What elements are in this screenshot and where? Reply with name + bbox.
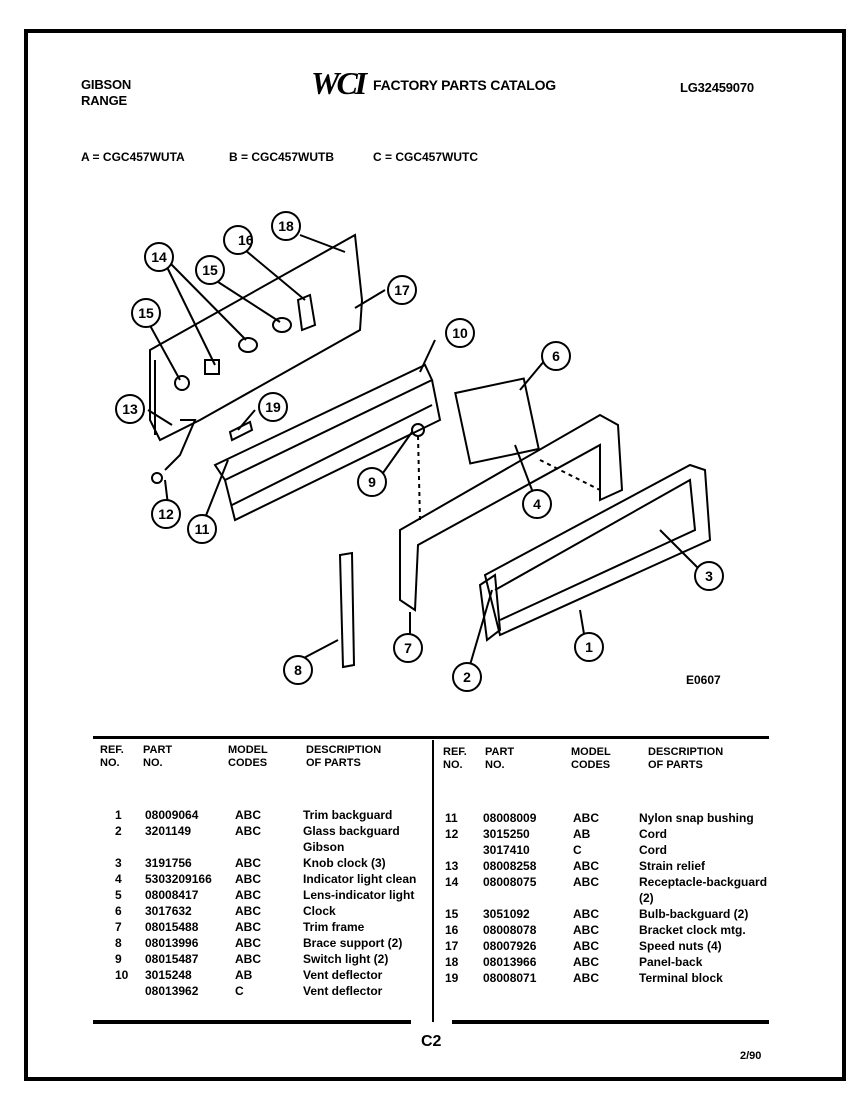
model-code-cell: ABC — [235, 920, 261, 934]
ref-cell: 13 — [445, 859, 459, 873]
description-cell: Speed nuts (4) — [639, 939, 722, 953]
callout-4: 4 — [533, 496, 541, 512]
model-a: A = CGC457WUTA — [81, 150, 185, 164]
header-part-right: PART NO. — [485, 746, 515, 771]
callout-10: 10 — [452, 325, 468, 341]
part-number-cell: 3017632 — [145, 904, 192, 918]
header-model-right: MODEL CODES — [571, 746, 611, 771]
description-cell: Strain relief — [639, 859, 706, 873]
description-cell: Bulb-backguard (2) — [639, 907, 749, 921]
model-b: B = CGC457WUTB — [229, 150, 335, 164]
part-number-cell: 08008075 — [483, 875, 537, 889]
ref-cell: 19 — [445, 971, 459, 985]
part-number-cell: 08013962 — [145, 984, 199, 998]
header-part-left: PART NO. — [143, 744, 173, 769]
callout-16: 16 — [238, 232, 254, 248]
model-code-cell: ABC — [235, 904, 261, 918]
description-cell: Clock — [303, 904, 336, 918]
part-number-cell: 08007926 — [483, 939, 537, 953]
part-number-cell: 3017410 — [483, 843, 530, 857]
part-number-cell: 3201149 — [145, 824, 192, 838]
callout-13: 13 — [122, 401, 138, 417]
table-top-rule — [93, 736, 769, 739]
callout-circles — [116, 212, 723, 691]
callout-8: 8 — [294, 662, 302, 678]
part-number-cell: 3051092 — [483, 907, 530, 921]
description-cell: Cord — [639, 843, 667, 857]
description-cell: Panel-back — [639, 955, 703, 969]
model-code-cell: ABC — [235, 952, 261, 966]
part-number-cell: 08008071 — [483, 971, 537, 985]
model-code-cell: ABC — [573, 859, 599, 873]
part-number-cell: 08008258 — [483, 859, 537, 873]
model-code-cell: ABC — [235, 824, 261, 838]
model-code-cell: ABC — [573, 939, 599, 953]
callout-15b: 15 — [202, 262, 218, 278]
callout-3: 3 — [705, 568, 713, 584]
part-number-cell: 08008009 — [483, 811, 537, 825]
model-code-cell: ABC — [573, 907, 599, 921]
model-code-cell: ABC — [235, 856, 261, 870]
callout-19: 19 — [265, 399, 281, 415]
model-code-cell: ABC — [573, 923, 599, 937]
description-cell: Vent deflector — [303, 968, 383, 982]
description-cell: Indicator light clean — [303, 872, 417, 886]
description-cell: Gibson — [303, 840, 345, 854]
description-cell: (2) — [639, 891, 654, 905]
description-cell: Receptacle-backguard — [639, 875, 768, 889]
wci-logo: WCI — [311, 65, 365, 101]
model-code-cell: ABC — [235, 808, 261, 822]
header-desc-left: DESCRIPTION OF PARTS — [306, 744, 382, 769]
model-code-cell: AB — [235, 968, 253, 982]
header-model-left: MODEL CODES — [228, 744, 268, 769]
callout-2: 2 — [463, 669, 471, 685]
table-divider — [432, 740, 434, 1022]
description-cell: Brace support (2) — [303, 936, 403, 950]
model-code-cell: ABC — [573, 875, 599, 889]
callout-7: 7 — [404, 640, 412, 656]
ref-cell: 16 — [445, 923, 459, 937]
description-cell: Nylon snap bushing — [639, 811, 754, 825]
ref-cell: 5 — [115, 888, 122, 902]
description-cell: Trim backguard — [303, 808, 393, 822]
ref-cell: 2 — [115, 824, 122, 838]
footer-date: 2/90 — [740, 1050, 762, 1062]
ref-cell: 1 — [115, 808, 122, 822]
ref-cell: 6 — [115, 904, 122, 918]
ref-cell: 11 — [445, 811, 458, 825]
brand-line1: GIBSON — [81, 77, 132, 92]
ref-cell: 3 — [115, 856, 122, 870]
model-code-cell: AB — [573, 827, 591, 841]
header-ref-left: REF. NO. — [100, 744, 124, 769]
clock-part — [455, 379, 538, 464]
model-code-cell: ABC — [235, 936, 261, 950]
callout-9: 9 — [368, 474, 376, 490]
model-code-cell: ABC — [235, 872, 261, 886]
header-desc-right: DESCRIPTION OF PARTS — [648, 746, 724, 771]
description-cell: Cord — [639, 827, 667, 841]
callout-15a: 15 — [138, 305, 154, 321]
model-code-cell: ABC — [573, 811, 599, 825]
model-code-cell: C — [235, 984, 244, 998]
ref-cell: 17 — [445, 939, 459, 953]
callout-17: 17 — [394, 282, 410, 298]
callout-14: 14 — [151, 249, 167, 265]
callout-6: 6 — [552, 348, 560, 364]
ref-cell: 7 — [115, 920, 122, 934]
catalog-number: LG32459070 — [680, 80, 754, 95]
table-bottom-rule-left — [93, 1020, 411, 1024]
model-code-cell: ABC — [573, 971, 599, 985]
ref-cell: 12 — [445, 827, 459, 841]
part-number-cell: 08013996 — [145, 936, 199, 950]
ref-cell: 10 — [115, 968, 129, 982]
table-bottom-rule-right — [452, 1020, 769, 1024]
part-number-cell: 3015248 — [145, 968, 192, 982]
callout-18: 18 — [278, 218, 294, 234]
model-c: C = CGC457WUTC — [373, 150, 479, 164]
ref-cell: 9 — [115, 952, 122, 966]
ref-cell: 8 — [115, 936, 122, 950]
description-cell: Glass backguard — [303, 824, 400, 838]
callout-11: 11 — [194, 521, 210, 537]
description-cell: Bracket clock mtg. — [639, 923, 746, 937]
brand-line2: RANGE — [81, 93, 127, 108]
description-cell: Terminal block — [639, 971, 723, 985]
description-cell: Vent deflector — [303, 984, 383, 998]
part-number-cell: 08009064 — [145, 808, 199, 822]
ref-cell: 14 — [445, 875, 459, 889]
page-number: C2 — [421, 1033, 442, 1050]
callout-1: 1 — [585, 639, 593, 655]
description-cell: Trim frame — [303, 920, 365, 934]
diagram-code: E0607 — [686, 673, 721, 687]
description-cell: Switch light (2) — [303, 952, 389, 966]
model-code-cell: ABC — [573, 955, 599, 969]
part-number-cell: 08013966 — [483, 955, 537, 969]
part-number-cell: 08015487 — [145, 952, 199, 966]
ref-cell: 15 — [445, 907, 459, 921]
description-cell: Lens-indicator light — [303, 888, 415, 902]
model-code-cell: C — [573, 843, 582, 857]
ref-cell: 18 — [445, 955, 459, 969]
part-number-cell: 5303209166 — [145, 872, 212, 886]
catalog-title: FACTORY PARTS CATALOG — [373, 77, 556, 93]
part-number-cell: 3015250 — [483, 827, 530, 841]
model-code-cell: ABC — [235, 888, 261, 902]
callout-12: 12 — [158, 506, 174, 522]
ref-cell: 4 — [115, 872, 122, 886]
part-number-cell: 08015488 — [145, 920, 199, 934]
part-number-cell: 3191756 — [145, 856, 192, 870]
description-cell: Knob clock (3) — [303, 856, 386, 870]
part-number-cell: 08008417 — [145, 888, 199, 902]
header-ref-right: REF. NO. — [443, 746, 467, 771]
part-number-cell: 08008078 — [483, 923, 537, 937]
brace-support-part — [340, 553, 354, 667]
